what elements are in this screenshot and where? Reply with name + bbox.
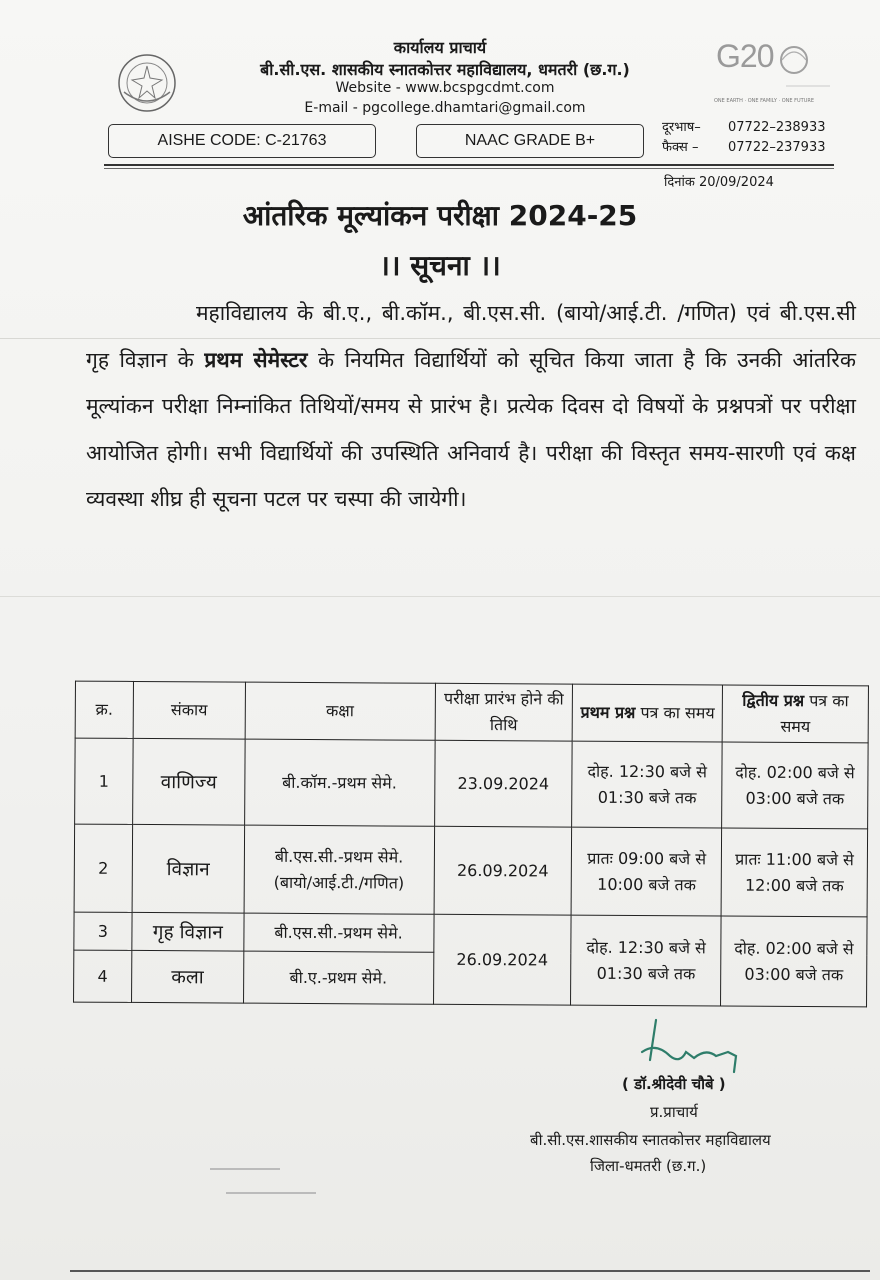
college-email: E-mail - pgcollege.dhamtari@gmail.com [304,100,586,116]
naac-grade-box: NAAC GRADE B+ [416,124,644,158]
g20-tagline: ONE EARTH · ONE FAMILY · ONE FUTURE [714,98,814,104]
office-heading: कार्यालय प्राचार्य [393,38,487,57]
cell-faculty: गृह विज्ञान [132,912,244,951]
notice-date: दिनांक 20/09/2024 [664,175,774,190]
cell-sno: 1 [75,738,133,824]
aishe-code-box: AISHE CODE: C-21763 [108,124,376,158]
college-emblem-icon [116,52,178,114]
table-header-row [75,681,868,743]
g20-logo-icon: G20 [716,38,774,74]
signature-college: बी.सी.एस.शासकीय स्नातकोत्तर महाविद्यालय [530,1131,771,1149]
cell-faculty: वाणिज्य [133,738,245,825]
table-row [74,912,867,955]
phone-number: 07722–238933 [728,120,826,135]
cell-date: 23.09.2024 [434,740,572,827]
header-divider [104,164,834,166]
cell-second-time: दोह. 02:00 बजे से 03:00 बजे तक [721,916,867,1007]
fax-number: 07722–237933 [728,140,826,155]
cell-faculty: विज्ञान [132,824,244,913]
header-faculty: संकाय [133,681,245,739]
header-first-paper [573,684,723,742]
cell-class: बी.कॉम.-प्रथम सेमे. [244,739,434,826]
cell-sno: 4 [74,950,132,1002]
header-class: कक्षा [245,682,435,740]
cell-faculty: कला [131,950,243,1003]
principal-title: प्र.प्राचार्य [650,1103,698,1121]
paper-mark [210,1168,280,1170]
notice-heading: ।। सूचना ।। [379,249,501,282]
cell-sno: 2 [74,824,132,912]
fax-label: फैक्स – [662,140,699,155]
paper-mark [226,1192,316,1194]
cell-second-time: दोह. 02:00 बजे से 03:00 बजे तक [722,742,868,829]
header-first-bold: प्रथम प्रश्न [580,702,636,723]
notice-body [86,290,856,523]
cell-class: बी.एस.सी.-प्रथम सेमे. [244,913,434,952]
header-sno: क्र. [75,681,133,738]
cell-date: 26.09.2024 [433,914,571,1005]
phone-label: दूरभाष– [662,120,701,135]
notice-title: आंतरिक मूल्यांकन परीक्षा 2024-25 [242,199,638,232]
exam-schedule-table [73,681,869,1008]
cell-first-time: प्रातः 09:00 बजे से 10:00 बजे तक [571,827,721,916]
college-name: बी.सी.एस. शासकीय स्नातकोत्तर महाविद्यालय, धमतरी (छ.ग.) [260,60,630,79]
header-first-rest: पत्र का समय [635,703,715,723]
college-website: Website - www.bcspgcdmt.com [335,80,555,96]
cell-second-time: प्रातः 11:00 बजे से 12:00 बजे तक [721,828,867,917]
signature-district: जिला-धमतरी (छ.ग.) [590,1157,707,1175]
table-row [75,738,869,829]
cell-first-time: दोह. 12:30 बजे से 01:30 बजे तक [571,915,721,1006]
body-text-bold: प्रथम सेमेस्टर [204,347,308,372]
header-second-bold: द्वितीय प्रश्न [742,690,805,711]
cell-class-line2: (बायो/आई.टी./गणित) [273,872,405,893]
contact-numbers [662,118,825,158]
header-second-paper [722,685,868,743]
principal-name: ( डॉ.श्रीदेवी चौबे ) [622,1075,726,1093]
body-text-part2: के नियमित विद्यार्थियों को सूचित किया जाता है कि उनकी आंतरिक मूल्यांकन परीक्षा निम्नांकित तिथियों/समय से प्रारंभ है। प्रत्येक दिवस दो विषयों के प्रश्नपत्रों पर परीक्षा आयोजित होगी। सभी विद्यार्थियों की उपस्थिति अनिवार्य है। परीक्षा की विस्तृत समय-सारणी एवं कक्ष व्यवस्था शीघ्र ही सूचना पटल पर चस्पा की जायेगी। [86,347,856,511]
paper-fold-line [0,596,880,597]
header-second-rest: पत्र का समय [780,691,849,737]
header-date: परीक्षा प्रारंभ होने की तिथि [435,683,573,741]
signature-icon [636,1012,746,1074]
footer-divider [70,1270,870,1272]
cell-sno: 3 [74,912,132,950]
cell-first-time: दोह. 12:30 बजे से 01:30 बजे तक [572,741,722,828]
table-row [74,824,868,917]
cell-class: बी.ए.-प्रथम सेमे. [243,951,433,1004]
cell-class-line1: बी.एस.सी.-प्रथम सेमे. [274,846,404,867]
cell-class [244,825,434,914]
body-text-part1: महाविद्यालय के बी.ए., बी.कॉम., बी.एस.सी. (बायो/आई.टी. /गणित) एवं बी.एस.सी गृह विज्ञान के [86,301,856,372]
cell-date: 26.09.2024 [434,826,572,915]
header-divider [104,168,834,169]
